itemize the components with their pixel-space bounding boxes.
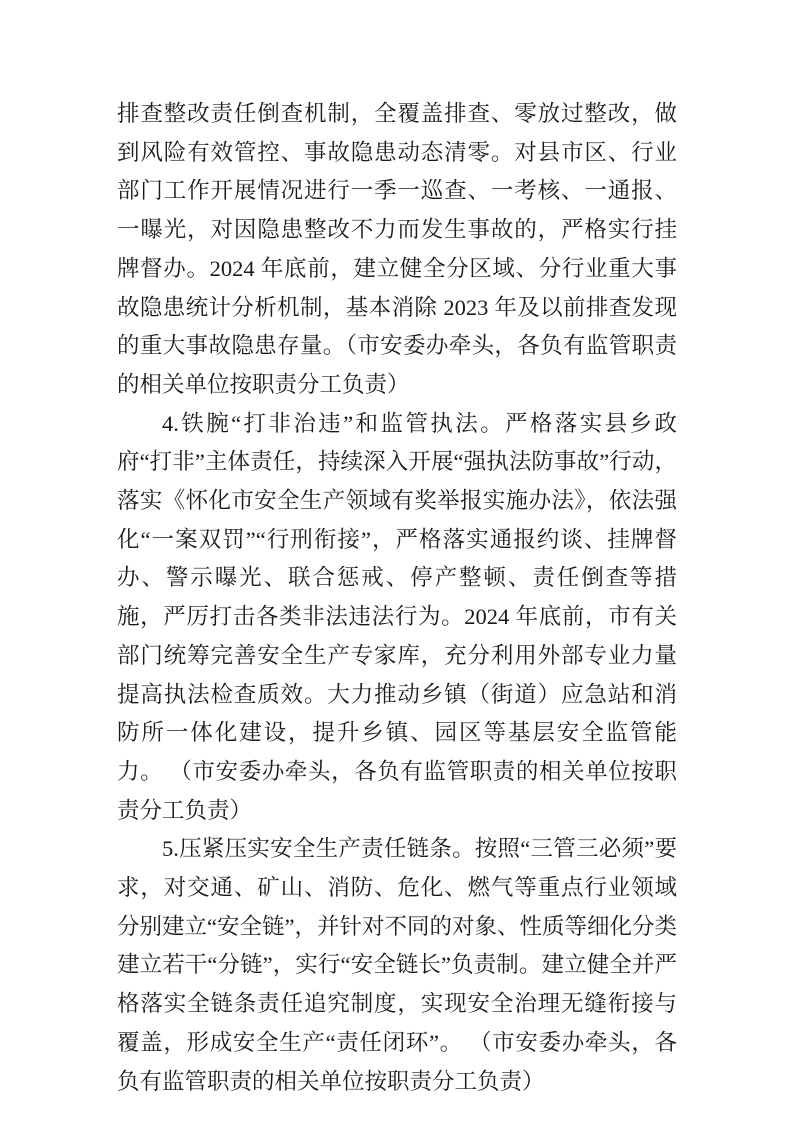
paragraph-item-5: 5.压紧压实安全生产责任链条。按照“三管三必须”要求，对交通、矿山、消防、危化、燃气等重点行业领域分别建立“安全链”，并针对不同的对象、性质等细化分类建立若干“分链”，实行“安全链长”负责制。建立健全并严格落实全链条责任追究制度，实现安全治理无缝衔接与覆盖，形成安全生产“责任闭环”。 （市安委办牵头，各负有监管职责的相关单位按职责分工负责） bbox=[117, 836, 677, 1094]
paragraph-item-4: 4.铁腕“打非治违”和监管执法。严格落实县乡政府“打非”主体责任，持续深入开展“强执法防事故”行动，落实《怀化市安全生产领域有奖举报实施办法》，依法强化“一案双罚”“行刑衔接”，严格落实通报约谈、挂牌督办、警示曝光、联合惩戒、停产整顿、责任倒查等措施，严厉打击各类非法违法行为。2024 年底前，市有关部门统筹完善安全生产专家库，充分利用外部专业力量提高执法检查质效。大力推动乡镇（街道）应急站和消防所一体化建设，提升乡镇、园区等基层安全监管能力。 （市安委办牵头，各负有监管职责的相关单位按职责分工负责） bbox=[117, 410, 677, 823]
paragraph-continuation: 排查整改责任倒查机制，全覆盖排查、零放过整改，做到风险有效管控、事故隐患动态清零。对县市区、行业部门工作开展情况进行一季一巡查、一考核、一通报、一曝光，对因隐患整改不力而发生事故的，严格实行挂牌督办。2024 年底前，建立健全分区域、分行业重大事故隐患统计分析机制，基本消除 2023 年及以前排查发现的重大事故隐患存量。（市安委办牵头，各负有监管职责的相关单位按职责分工负责） bbox=[117, 101, 677, 397]
document-body bbox=[117, 95, 677, 1101]
